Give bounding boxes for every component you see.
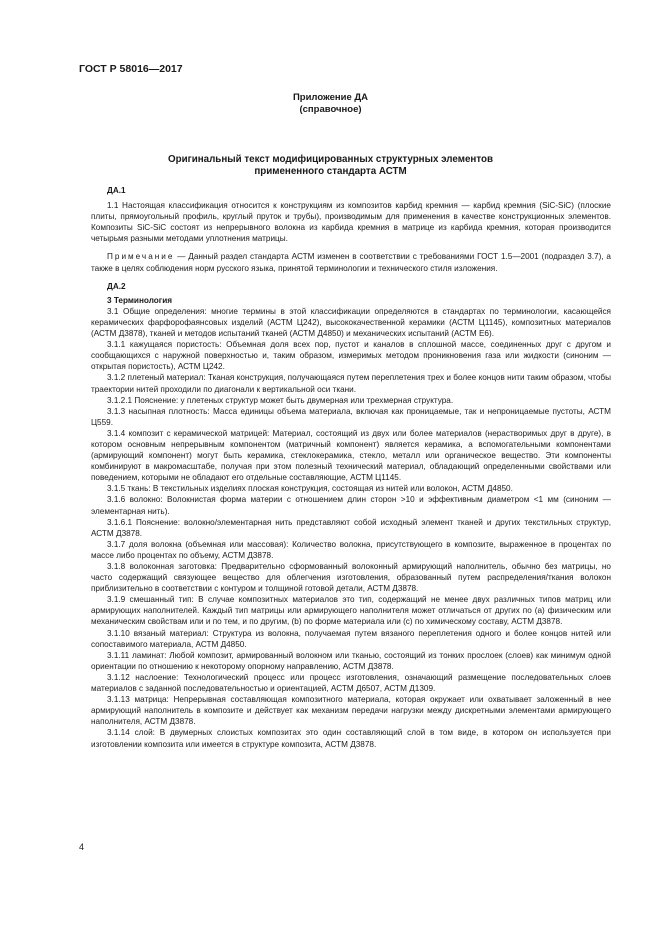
- paragraph-3-1-2: 3.1.2 плетеный материал: Тканая конструкция, получающаяся путем переплетения трех и более концов нити таким образом, чтобы траектории нитей проходили по диагонали к вертикальной оси ткани.: [91, 373, 611, 394]
- paragraph-3-1-1: 3.1.1 кажущаяся пористость: Объемная доля всех пор, пустот и каналов в сплошной массе, соединенных друг с другом и сообщающихся с наружной поверхностью и, таким образом, измеримых методом проникновения газа или жидкости (синоним — открытая пористость), АСТМ Ц242.: [91, 340, 611, 372]
- note-text: — Данный раздел стандарта АСТМ изменен в соответствии с требованиями ГОСТ 1.5—2001 (подраздел 3.7), а также в целях соблюдения норм русского языка, принятой терминологии и технического стиля изложения.: [91, 252, 611, 273]
- paragraph-3-1-4: 3.1.4 композит с керамической матрицей: Материал, состоящий из двух или более материалов (нерастворимых друг в друге), в котором основным непрерывным компонентом (матричный компонент) является керамика, а вспомогательными компонентами (армирующий компонент) могут быть керамика, стеклокерамика, стекло, металл или органическое вещество. Эти компоненты комбинируют в макромасштабе, получая при этом полезный технический материал, обладающий определенными свойствами или поведением, которыми не обладают его отдельные составляющие, АСТМ Ц1145.: [91, 428, 611, 483]
- paragraph-3-1-2-1: 3.1.2.1 Пояснение: у плетеных структур может быть двумерная или трехмерная структура.: [107, 395, 454, 405]
- paragraph-3-1-5: 3.1.5 ткань: В текстильных изделиях плоская конструкция, состоящая из нитей или волокон, АСТМ Д4850.: [107, 484, 513, 494]
- paragraph-3-1-3: 3.1.3 насыпная плотность: Масса единицы объема материала, включая как проницаемые, так и непроницаемые пустоты, АСТМ Ц559.: [91, 406, 611, 427]
- appendix-subtitle: (справочное): [299, 104, 362, 115]
- note-paragraph: [91, 251, 611, 273]
- paragraph-3-1-9: 3.1.9 смешанный тип: В случае композитных материалов это тип, содержащий не менее двух различных типов матриц или армирующих наполнителей. Каждый тип матрицы или армирующего наполнителя может отличаться от других по (а) физическим или механическим свойствам или и по тем, и по другим, (b) по форме материала или (с) по химическому составу, АСТМ Д3878.: [91, 595, 611, 627]
- paragraph-3-1: 3.1 Общие определения: многие термины в этой классификации определяются в стандартах по терминологии, касающейся керамических фарфорофаянсовых изделий (АСТМ Ц242), высококачественной керамики (АСТМ Ц1145), композитных материалов (АСТМ Д3878), тканей и методов испытаний тканей (АСТМ Д4850) и механических испытаний (АСТМ Е6).: [91, 306, 611, 339]
- paragraph-3-1-6: 3.1.6 волокно: Волокнистая форма материи с отношением длин сторон >10 и эффективным диаметром <1 мм (синоним — элементарная нить).: [91, 495, 611, 516]
- paragraph-3-1-6-1: 3.1.6.1 Пояснение: волокно/элементарная нить представляют собой исходный элемент тканей и других текстильных структур, АСТМ Д3878.: [91, 517, 611, 538]
- document-body: [91, 185, 611, 750]
- paragraph-3-1-14: 3.1.14 слой: В двумерных слоистых композитах это один составляющий слой в том виде, в котором он используется при изготовлении композита или имеется в структуре композита, АСТМ Д3878.: [91, 728, 611, 749]
- page-number: 4: [79, 842, 85, 852]
- section-heading-da1: ДА.1: [107, 186, 126, 195]
- paragraph-3-1-11: 3.1.11 ламинат: Любой композит, армированный волокном или тканью, состоящий из тонких прослоек (слоев) как минимум одной ориентации по отношению к некоторому опорному направлению, АСТМ Д3878.: [91, 650, 611, 671]
- paragraph-3-1-13: 3.1.13 матрица: Непрерывная составляющая композитного материала, которая окружает или охватывает заложенный в нее армирующий наполнитель в композите и действует как механизм передачи нагрузки между дискретными элементами армирующего наполнителя, АСТМ Д3878.: [91, 695, 611, 727]
- appendix-title: Приложение ДА: [292, 92, 369, 103]
- note-label: Примечание: [107, 252, 175, 262]
- paragraph-3-1-8: 3.1.8 волоконная заготовка: Предварительно сформованный волоконный армирующий наполнитель, обычно без матрицы, но часто содержащий связующее вещество для облегчения изготовления, образованный путем распределения/ткания волокон приблизительно в соответствии с контуром и толщиной готовой детали, АСТМ Д3878.: [91, 562, 611, 594]
- paragraph-3-1-10: 3.1.10 вязаный материал: Структура из волокна, получаемая путем вязаного переплетения одного и более концов нитей или сопоставимого материала, АСТМ Д4850.: [91, 628, 611, 649]
- document-title: [0, 154, 661, 178]
- paragraph-3-1-12: 3.1.12 наслоение: Технологический процесс или процесс изготовления, означающий размещение последовательных слоев материалов с заданной последовательностью и ориентацией, АСТМ Д6507, АСТМ Д1309.: [91, 672, 611, 694]
- document-title-line2: примененного стандарта АСТМ: [254, 166, 407, 177]
- standard-header: ГОСТ Р 58016—2017: [79, 63, 183, 75]
- document-title-line1: Оригинальный текст модифицированных структурных элементов: [167, 154, 494, 165]
- paragraph-3-1-7: 3.1.7 доля волокна (объемная или массовая): Количество волокна, присутствующего в композите, выраженное в процентах по массе либо процентах по объему, АСТМ Д3878.: [91, 539, 611, 560]
- paragraph-1-1: 1.1 Настоящая классификация относится к конструкциям из композитов карбид кремния — карбид кремния (SiC-SiC) (плоские плиты, прямоугольный профиль, круглый пруток и трубы), производимым для применения в качестве конструкционных элементов. Композиты SiC-SiC состоят из непрерывного волокна из карбида кремния в матрице из карбида кремния, которая производится четырьмя разными методами уплотнения матрицы.: [91, 201, 611, 244]
- section-heading-da2: ДА.2: [107, 281, 126, 291]
- terminology-heading: 3 Терминология: [107, 295, 173, 305]
